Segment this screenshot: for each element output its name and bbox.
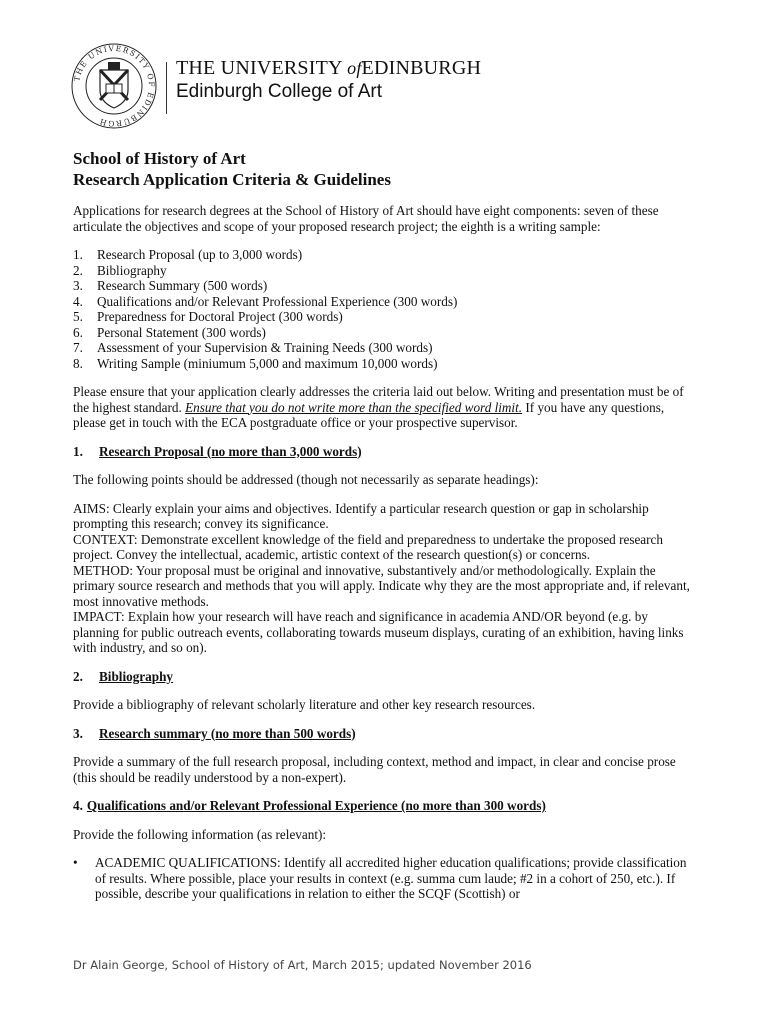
list-item [73,278,695,294]
aims-paragraph: AIMS: Clearly explain your aims and objectives. Identify a particular research question or gap in scholarship prompting this research; convey its significance. [73,500,649,531]
document-body [73,148,695,902]
list-item-text: Personal Statement (300 words) [97,324,266,340]
list-item-text: Assessment of your Supervision & Training Needs (300 words) [97,340,433,355]
section-heading-research-proposal [73,444,695,460]
context-paragraph: CONTEXT: Demonstrate excellent knowledge of the field and preparedness to undertake the proposed research project. Convey the intellectual, academic, artistic context of the research question(s) or concerns. [73,531,663,562]
section-number: 2. [73,668,83,684]
academic-qualifications-text: ACADEMIC QUALIFICATIONS: Identify all accredited higher education qualifications; provide classification of results. Where possible, place your results in context (e.g. summa cum laude; #2 in a cohort of 250, etc.). If possible, describe your qualifications in relation to either the SCQF (Scottish) or [95,855,687,901]
section-4-intro: Provide the following information (as relevant): [73,826,327,842]
section-title: Research summary (no more than 500 words) [99,725,356,741]
criteria-paragraph [73,384,695,431]
section-2-text: Provide a bibliography of relevant scholarly literature and other key research resources. [73,697,536,712]
section-number: 1. [73,443,83,459]
list-item-text: Research Proposal (up to 3,000 words) [97,247,303,262]
university-name-prefix: THE UNIVERSITY [176,57,342,79]
method-paragraph: METHOD: Your proposal must be original and innovative, substantively and/or methodologically. Explain the primary source research and methods that you will apply. Indicate why they are the most appropriate and, if relevant, most innovative methods. [73,562,690,609]
list-item-number: 6. [73,324,83,340]
section-title: Bibliography [99,668,174,684]
list-item-text: Writing Sample (miniumum 5,000 and maximum 10,000 words) [97,355,438,371]
impact-paragraph: IMPACT: Explain how your research will have reach and significance in academia AND/OR beyond (e.g. by planning for public outreach events, collaborating towards museum displays, curating of an exhibition, having links with industry, and so on). [73,609,684,655]
header-divider [166,62,167,114]
list-item [73,309,695,325]
list-item-number: 1. [73,247,83,262]
university-header [70,42,490,132]
list-item [73,263,695,279]
document-title [73,148,695,190]
word-limit-warning: Ensure that you do not write more than the specified word limit. [185,399,523,415]
section-1-intro: The following points should be addressed (though not necessarily as separate headings): [73,472,539,487]
list-item-text: Preparedness for Doctoral Project (300 words) [97,309,343,324]
list-item [73,294,695,310]
college-name: Edinburgh College of Art [176,81,382,102]
section-title: Qualifications and/or Relevant Professional Experience (no more than 300 words) [86,798,546,813]
list-item-number: 8. [73,355,83,371]
list-item [73,356,695,372]
list-item-number: 3. [73,278,83,293]
university-name-city: EDINBURGH [361,57,482,79]
list-item-text: Bibliography [97,262,167,278]
bullet-icon: • [73,855,78,870]
intro-paragraph: Applications for research degrees at the School of History of Art should have eight components: seven of these articulate the objectives and scope of your proposed research project; the eighth is a writing sample: [73,203,659,234]
criteria-text-1: Please ensure that your application clearly addresses the criteria laid out below. Writing and presentation must be of the highest standard. [73,384,684,415]
list-item [73,247,695,263]
section-heading-bibliography [73,669,695,685]
title-line-1: School of History of Art [73,149,246,168]
section-heading-research-summary [73,726,695,742]
list-item [73,340,695,356]
crest-ring-text: THE UNIVERSITY OF EDINBURGH [72,43,157,129]
list-item-number: 4. [73,293,83,309]
list-item-text: Research Summary (500 words) [97,278,268,293]
section-number: 4. [73,798,83,813]
list-item-number: 7. [73,340,83,355]
components-list [73,247,695,371]
qualifications-list [73,855,695,902]
section-3-text: Provide a summary of the full research proposal, including context, method and impact, in clear and concise prose (this should be readily understood by a non-expert). [73,754,676,785]
page-footer: Dr Alain George, School of History of Art, March 2015; updated November 2016 [73,958,532,972]
section-number: 3. [73,725,83,741]
list-item-number: 5. [73,309,83,324]
criteria-text-2: If you have any questions, please get in touch with the ECA postgraduate office or your prospective supervisor. [73,399,665,430]
list-item [73,855,695,902]
section-title: Research Proposal (no more than 3,000 words) [99,443,362,459]
title-line-2: Research Application Criteria & Guidelines [73,170,391,189]
university-crest-logo [70,42,158,130]
list-item [73,325,695,341]
university-name [176,57,481,80]
list-item-text: Qualifications and/or Relevant Professional Experience (300 words) [97,293,458,309]
list-item-number: 2. [73,262,83,278]
university-name-of: of [347,58,362,78]
section-heading-qualifications [73,798,695,814]
